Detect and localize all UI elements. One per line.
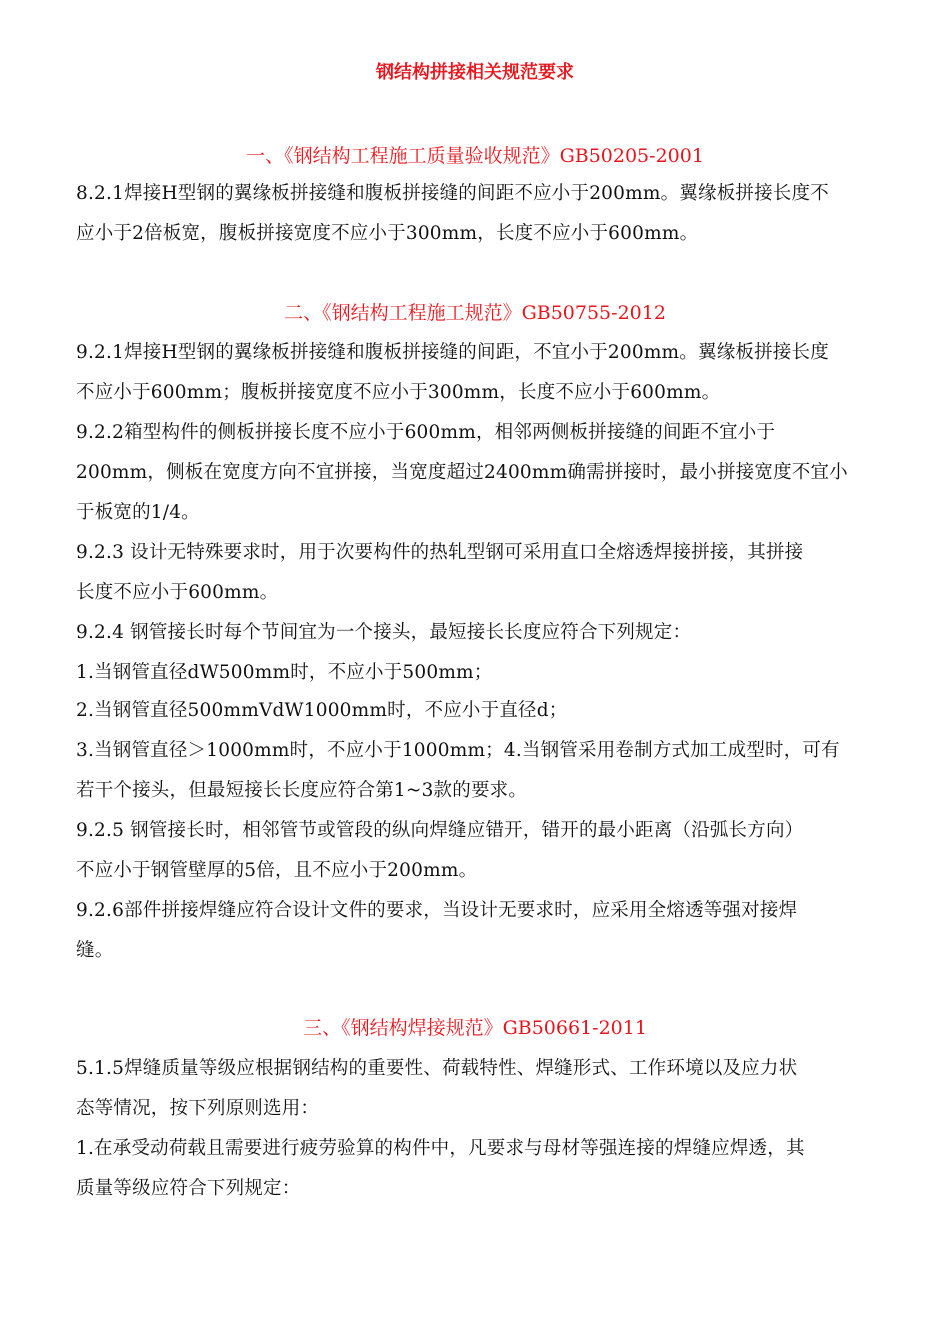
- text-line: 态等情况，按下列原则选用：: [76, 1098, 320, 1119]
- text-line: 不应小于600mm；腹板拼接宽度不应小于300mm，长度不应小于600mm。: [76, 382, 721, 403]
- text-line: 缝。: [76, 940, 114, 961]
- text-line: 9.2.6部件拼接焊缝应符合设计文件的要求，当设计无要求时，应采用全熔透等强对接焊: [76, 900, 798, 921]
- text-line: 于板宽的1/4。: [76, 502, 200, 523]
- clause-8-2-1: [76, 174, 876, 254]
- clause-9-2-4-item-1: [76, 653, 876, 693]
- text-line: 应小于2倍板宽，腹板拼接宽度不应小于300mm，长度不应小于600mm。: [76, 223, 699, 244]
- document-title: 钢结构拼接相关规范要求: [376, 62, 574, 83]
- clause-9-2-2: [76, 413, 876, 533]
- section-heading-3: 三、《钢结构焊接规范》GB50661-2011: [303, 1017, 647, 1039]
- clause-9-2-6: [76, 891, 876, 971]
- text-line: 1.当钢管直径dW500mm时，不应小于500mm；: [76, 662, 493, 683]
- text-line: 8.2.1焊接H型钢的翼缘板拼接缝和腹板拼接缝的间距不应小于200mm。翼缘板拼接长度不: [76, 183, 829, 204]
- clause-5-1-5-item-1: [76, 1129, 876, 1209]
- section-heading-2: 二、《钢结构工程施工规范》GB50755-2012: [284, 302, 666, 324]
- text-line: 3.当钢管直径＞1000mm时，不应小于1000mm；4.当钢管采用卷制方式加工成型时，可有: [76, 740, 840, 761]
- clause-9-2-4: [76, 613, 876, 653]
- clause-9-2-4-item-3: [76, 731, 876, 811]
- text-line: 5.1.5焊缝质量等级应根据钢结构的重要性、荷载特性、焊缝形式、工作环境以及应力状: [76, 1058, 798, 1079]
- text-line: 9.2.3 设计无特殊要求时，用于次要构件的热轧型钢可采用直口全熔透焊接拼接，其拼接: [76, 542, 804, 563]
- text-line: 9.2.4 钢管接长时每个节间宜为一个接头，最短接长长度应符合下列规定：: [76, 622, 692, 643]
- text-line: 长度不应小于600mm。: [76, 582, 279, 603]
- text-line: 质量等级应符合下列规定：: [76, 1178, 301, 1199]
- clause-5-1-5: [76, 1049, 876, 1129]
- clause-9-2-4-item-2: [76, 691, 876, 731]
- text-line: 9.2.5 钢管接长时，相邻管节或管段的纵向焊缝应错开，错开的最小距离（沿弧长方向）: [76, 820, 804, 841]
- clause-9-2-5: [76, 811, 876, 891]
- text-line: 200mm，侧板在宽度方向不宜拼接，当宽度超过2400mm确需拼接时，最小拼接宽度不宜小: [76, 462, 848, 483]
- section-heading-1: 一、《钢结构工程施工质量验收规范》GB50205-2001: [246, 145, 704, 167]
- clause-9-2-1: [76, 333, 876, 413]
- clause-9-2-3: [76, 533, 876, 613]
- text-line: 1.在承受动荷载且需要进行疲劳验算的构件中，凡要求与母材等强连接的焊缝应焊透，其: [76, 1138, 805, 1159]
- text-line: 9.2.1焊接H型钢的翼缘板拼接缝和腹板拼接缝的间距，不宜小于200mm。翼缘板拼接长度: [76, 342, 829, 363]
- text-line: 2.当钢管直径500mmVdW1000mm时，不应小于直径d；: [76, 700, 568, 721]
- text-line: 若干个接头，但最短接长长度应符合第1~3款的要求。: [76, 780, 528, 801]
- text-line: 9.2.2箱型构件的侧板拼接长度不应小于600mm，相邻两侧板拼接缝的间距不宜小于: [76, 422, 776, 443]
- text-line: 不应小于钢管壁厚的5倍，且不应小于200mm。: [76, 860, 478, 881]
